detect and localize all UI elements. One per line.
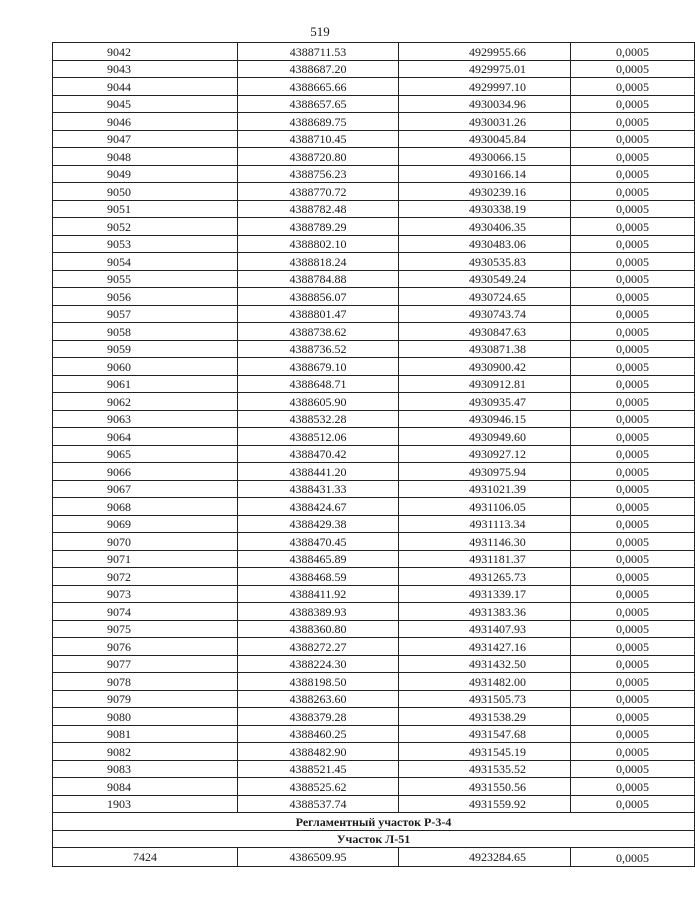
error-cell: 0,0005 (571, 218, 695, 236)
table-row (53, 358, 695, 376)
point-number-cell: 9077 (53, 655, 238, 673)
error-cell: 0,0005 (571, 498, 695, 516)
error-cell: 0,0005 (571, 848, 695, 867)
y-coordinate-cell: 4929997.10 (399, 78, 571, 96)
x-coordinate-cell: 4388389.93 (238, 603, 399, 621)
x-coordinate-cell: 4388689.75 (238, 113, 399, 131)
table-row (53, 130, 695, 148)
y-coordinate-cell: 4930935.47 (399, 393, 571, 411)
coordinates-table (52, 42, 695, 867)
error-cell: 0,0005 (571, 340, 695, 358)
error-cell: 0,0005 (571, 603, 695, 621)
section-title-reglament: Регламентный участок Р-3-4 (53, 813, 695, 831)
table-row (53, 480, 695, 498)
error-cell: 0,0005 (571, 200, 695, 218)
table-row (53, 165, 695, 183)
error-cell: 0,0005 (571, 445, 695, 463)
x-coordinate-cell: 4388525.62 (238, 778, 399, 796)
y-coordinate-cell: 4930724.65 (399, 288, 571, 306)
x-coordinate-cell: 4388521.45 (238, 760, 399, 778)
table-row (53, 585, 695, 603)
point-number-cell: 9076 (53, 638, 238, 656)
y-coordinate-cell: 4931538.29 (399, 708, 571, 726)
y-coordinate-cell: 4930549.24 (399, 270, 571, 288)
y-coordinate-cell: 4931427.16 (399, 638, 571, 656)
y-coordinate-cell: 4930031.26 (399, 113, 571, 131)
y-coordinate-cell: 4930927.12 (399, 445, 571, 463)
y-coordinate-cell: 4931482.00 (399, 673, 571, 691)
point-number-cell: 9071 (53, 550, 238, 568)
point-number-cell: 9084 (53, 778, 238, 796)
table-row (53, 795, 695, 813)
y-coordinate-cell: 4931547.68 (399, 725, 571, 743)
table-row (53, 60, 695, 78)
y-coordinate-cell: 4931181.37 (399, 550, 571, 568)
error-cell: 0,0005 (571, 113, 695, 131)
y-coordinate-cell: 4930483.06 (399, 235, 571, 253)
error-cell: 0,0005 (571, 165, 695, 183)
x-coordinate-cell: 4388710.45 (238, 130, 399, 148)
error-cell: 0,0005 (571, 288, 695, 306)
table-row (53, 778, 695, 796)
point-number-cell: 9053 (53, 235, 238, 253)
error-cell: 0,0005 (571, 620, 695, 638)
error-cell: 0,0005 (571, 130, 695, 148)
point-number-cell: 1903 (53, 795, 238, 813)
error-cell: 0,0005 (571, 375, 695, 393)
table-row (53, 305, 695, 323)
x-coordinate-cell: 4388411.92 (238, 585, 399, 603)
y-coordinate-cell: 4931339.17 (399, 585, 571, 603)
y-coordinate-cell: 4930912.81 (399, 375, 571, 393)
x-coordinate-cell: 4388424.67 (238, 498, 399, 516)
point-number-cell: 9060 (53, 358, 238, 376)
point-number-cell: 9063 (53, 410, 238, 428)
table-row (53, 43, 695, 61)
table-row (53, 340, 695, 358)
error-cell: 0,0005 (571, 550, 695, 568)
table-row (53, 323, 695, 341)
point-number-cell: 9061 (53, 375, 238, 393)
error-cell: 0,0005 (571, 708, 695, 726)
table-row (53, 218, 695, 236)
y-coordinate-cell: 4931146.30 (399, 533, 571, 551)
page-number: 519 (310, 24, 330, 39)
table-row (53, 393, 695, 411)
table-row (53, 428, 695, 446)
x-coordinate-cell: 4388429.38 (238, 515, 399, 533)
point-number-cell: 9045 (53, 95, 238, 113)
point-number-cell: 9043 (53, 60, 238, 78)
point-number-cell: 9078 (53, 673, 238, 691)
point-number-cell: 9065 (53, 445, 238, 463)
table-row (53, 603, 695, 621)
error-cell: 0,0005 (571, 638, 695, 656)
error-cell: 0,0005 (571, 480, 695, 498)
table-row (53, 515, 695, 533)
point-number-cell: 9075 (53, 620, 238, 638)
error-cell: 0,0005 (571, 568, 695, 586)
x-coordinate-cell: 4388441.20 (238, 463, 399, 481)
y-coordinate-cell: 4930743.74 (399, 305, 571, 323)
table-row (53, 270, 695, 288)
point-number-cell: 9062 (53, 393, 238, 411)
error-cell: 0,0005 (571, 253, 695, 271)
table-row (53, 620, 695, 638)
x-coordinate-cell: 4388738.62 (238, 323, 399, 341)
error-cell: 0,0005 (571, 725, 695, 743)
table-row (53, 463, 695, 481)
table-row (53, 690, 695, 708)
y-coordinate-cell: 4929975.01 (399, 60, 571, 78)
error-cell: 0,0005 (571, 795, 695, 813)
error-cell: 0,0005 (571, 78, 695, 96)
x-coordinate-cell: 4388711.53 (238, 43, 399, 61)
y-coordinate-cell: 4931545.19 (399, 743, 571, 761)
x-coordinate-cell: 4388263.60 (238, 690, 399, 708)
x-coordinate-cell: 4388605.90 (238, 393, 399, 411)
x-coordinate-cell: 4388736.52 (238, 340, 399, 358)
x-coordinate-cell: 4388679.10 (238, 358, 399, 376)
y-coordinate-cell: 4930946.15 (399, 410, 571, 428)
y-coordinate-cell: 4930034.96 (399, 95, 571, 113)
point-number-cell: 9057 (53, 305, 238, 323)
table-row (53, 673, 695, 691)
point-number-cell: 9047 (53, 130, 238, 148)
point-number-cell: 9048 (53, 148, 238, 166)
point-number-cell: 9080 (53, 708, 238, 726)
table-row (53, 445, 695, 463)
error-cell: 0,0005 (571, 410, 695, 428)
x-coordinate-cell: 4388818.24 (238, 253, 399, 271)
point-number-cell: 9067 (53, 480, 238, 498)
table-row (53, 760, 695, 778)
y-coordinate-cell: 4923284.65 (399, 848, 571, 867)
point-number-cell: 9044 (53, 78, 238, 96)
section-title-uchastok: Участок Л-51 (53, 830, 695, 848)
point-number-cell: 9049 (53, 165, 238, 183)
y-coordinate-cell: 4930535.83 (399, 253, 571, 271)
y-coordinate-cell: 4930166.14 (399, 165, 571, 183)
point-number-cell: 9056 (53, 288, 238, 306)
error-cell: 0,0005 (571, 690, 695, 708)
point-number-cell: 9081 (53, 725, 238, 743)
x-coordinate-cell: 4388532.28 (238, 410, 399, 428)
error-cell: 0,0005 (571, 323, 695, 341)
point-number-cell: 9055 (53, 270, 238, 288)
table-row (53, 200, 695, 218)
error-cell: 0,0005 (571, 305, 695, 323)
x-coordinate-cell: 4388687.20 (238, 60, 399, 78)
table-row (53, 113, 695, 131)
y-coordinate-cell: 4931113.34 (399, 515, 571, 533)
error-cell: 0,0005 (571, 515, 695, 533)
y-coordinate-cell: 4930949.60 (399, 428, 571, 446)
y-coordinate-cell: 4930045.84 (399, 130, 571, 148)
table-row (53, 655, 695, 673)
y-coordinate-cell: 4930900.42 (399, 358, 571, 376)
x-coordinate-cell: 4388470.45 (238, 533, 399, 551)
y-coordinate-cell: 4930239.16 (399, 183, 571, 201)
table-row (53, 725, 695, 743)
error-cell: 0,0005 (571, 463, 695, 481)
section-row-reglament (53, 813, 695, 831)
table-row (53, 550, 695, 568)
error-cell: 0,0005 (571, 743, 695, 761)
x-coordinate-cell: 4388482.90 (238, 743, 399, 761)
table-row (53, 253, 695, 271)
y-coordinate-cell: 4931432.50 (399, 655, 571, 673)
table-row (53, 375, 695, 393)
y-coordinate-cell: 4931559.92 (399, 795, 571, 813)
x-coordinate-cell: 4388465.89 (238, 550, 399, 568)
point-number-cell: 7424 (53, 848, 238, 867)
error-cell: 0,0005 (571, 393, 695, 411)
y-coordinate-cell: 4931407.93 (399, 620, 571, 638)
x-coordinate-cell: 4388468.59 (238, 568, 399, 586)
y-coordinate-cell: 4930066.15 (399, 148, 571, 166)
table-row (53, 848, 695, 867)
point-number-cell: 9058 (53, 323, 238, 341)
x-coordinate-cell: 4388782.48 (238, 200, 399, 218)
point-number-cell: 9072 (53, 568, 238, 586)
y-coordinate-cell: 4929955.66 (399, 43, 571, 61)
table-row (53, 288, 695, 306)
table-row (53, 95, 695, 113)
table-row (53, 78, 695, 96)
point-number-cell: 9074 (53, 603, 238, 621)
coordinates-table-body (53, 43, 695, 813)
table-row (53, 410, 695, 428)
error-cell: 0,0005 (571, 43, 695, 61)
error-cell: 0,0005 (571, 533, 695, 551)
table-row (53, 148, 695, 166)
y-coordinate-cell: 4930338.19 (399, 200, 571, 218)
point-number-cell: 9082 (53, 743, 238, 761)
table-row (53, 568, 695, 586)
y-coordinate-cell: 4930975.94 (399, 463, 571, 481)
x-coordinate-cell: 4388198.50 (238, 673, 399, 691)
error-cell: 0,0005 (571, 655, 695, 673)
x-coordinate-cell: 4388537.74 (238, 795, 399, 813)
x-coordinate-cell: 4388657.65 (238, 95, 399, 113)
y-coordinate-cell: 4931550.56 (399, 778, 571, 796)
table-row (53, 533, 695, 551)
error-cell: 0,0005 (571, 60, 695, 78)
x-coordinate-cell: 4388460.25 (238, 725, 399, 743)
error-cell: 0,0005 (571, 183, 695, 201)
point-number-cell: 9051 (53, 200, 238, 218)
y-coordinate-cell: 4930406.35 (399, 218, 571, 236)
section-row-uchastok (53, 830, 695, 848)
point-number-cell: 9079 (53, 690, 238, 708)
table-row (53, 708, 695, 726)
y-coordinate-cell: 4931021.39 (399, 480, 571, 498)
point-number-cell: 9083 (53, 760, 238, 778)
y-coordinate-cell: 4931535.52 (399, 760, 571, 778)
error-cell: 0,0005 (571, 358, 695, 376)
table-row (53, 183, 695, 201)
x-coordinate-cell: 4388470.42 (238, 445, 399, 463)
point-number-cell: 9042 (53, 43, 238, 61)
error-cell: 0,0005 (571, 778, 695, 796)
x-coordinate-cell: 4388431.33 (238, 480, 399, 498)
y-coordinate-cell: 4931265.73 (399, 568, 571, 586)
y-coordinate-cell: 4931106.05 (399, 498, 571, 516)
point-number-cell: 9054 (53, 253, 238, 271)
error-cell: 0,0005 (571, 760, 695, 778)
x-coordinate-cell: 4388770.72 (238, 183, 399, 201)
x-coordinate-cell: 4388379.28 (238, 708, 399, 726)
error-cell: 0,0005 (571, 270, 695, 288)
y-coordinate-cell: 4930871.38 (399, 340, 571, 358)
x-coordinate-cell: 4388720.80 (238, 148, 399, 166)
x-coordinate-cell: 4388784.88 (238, 270, 399, 288)
x-coordinate-cell: 4388789.29 (238, 218, 399, 236)
x-coordinate-cell: 4388272.27 (238, 638, 399, 656)
point-number-cell: 9073 (53, 585, 238, 603)
table-row (53, 743, 695, 761)
point-number-cell: 9069 (53, 515, 238, 533)
table-row (53, 235, 695, 253)
x-coordinate-cell: 4388648.71 (238, 375, 399, 393)
x-coordinate-cell: 4388224.30 (238, 655, 399, 673)
point-number-cell: 9066 (53, 463, 238, 481)
error-cell: 0,0005 (571, 585, 695, 603)
point-number-cell: 9050 (53, 183, 238, 201)
x-coordinate-cell: 4388802.10 (238, 235, 399, 253)
error-cell: 0,0005 (571, 428, 695, 446)
point-number-cell: 9059 (53, 340, 238, 358)
point-number-cell: 9068 (53, 498, 238, 516)
x-coordinate-cell: 4388512.06 (238, 428, 399, 446)
error-cell: 0,0005 (571, 235, 695, 253)
error-cell: 0,0005 (571, 148, 695, 166)
y-coordinate-cell: 4931383.36 (399, 603, 571, 621)
x-coordinate-cell: 4388756.23 (238, 165, 399, 183)
y-coordinate-cell: 4930847.63 (399, 323, 571, 341)
point-number-cell: 9046 (53, 113, 238, 131)
x-coordinate-cell: 4388360.80 (238, 620, 399, 638)
x-coordinate-cell: 4388665.66 (238, 78, 399, 96)
table-row (53, 638, 695, 656)
x-coordinate-cell: 4388801.47 (238, 305, 399, 323)
x-coordinate-cell: 4386509.95 (238, 848, 399, 867)
table-row (53, 498, 695, 516)
x-coordinate-cell: 4388856.07 (238, 288, 399, 306)
error-cell: 0,0005 (571, 673, 695, 691)
coordinates-table-footer (53, 813, 695, 867)
point-number-cell: 9070 (53, 533, 238, 551)
error-cell: 0,0005 (571, 95, 695, 113)
y-coordinate-cell: 4931505.73 (399, 690, 571, 708)
point-number-cell: 9064 (53, 428, 238, 446)
point-number-cell: 9052 (53, 218, 238, 236)
